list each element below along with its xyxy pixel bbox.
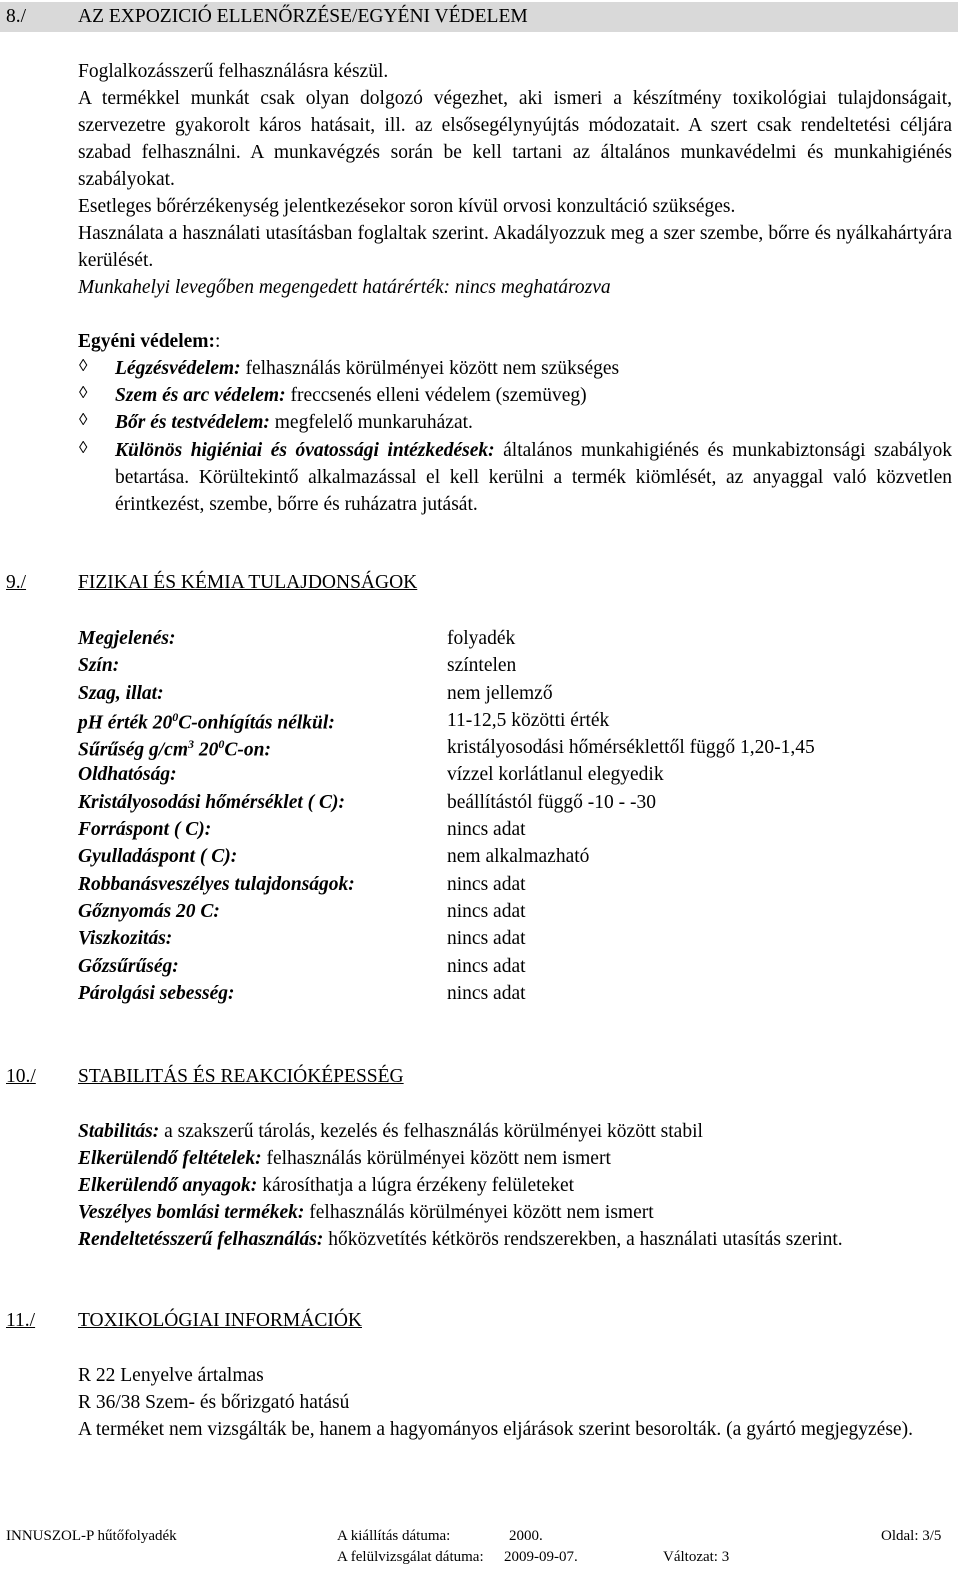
superscript: 0 (172, 709, 179, 724)
property-value: nincs adat (447, 928, 526, 950)
property-row (78, 764, 952, 791)
property-row (78, 710, 952, 737)
section-title: FIZIKAI ÉS KÉMIA TULAJDONSÁGOK (78, 572, 418, 593)
diamond-bullet-icon: ◊ (79, 410, 88, 429)
paragraph: Használata a használati utasításban foglaltak szerint. Akadályozzuk meg a szer szembe, bőrre és nyálkahártyára kerülését. (78, 223, 952, 271)
bullet-text: általános munkahigiénés és munkabiztonsági szabályok betartása. Körültekintő alkalmazással el kell kerülni a termék kiömlését, az anyaggal való közvetlen érintkezést, szembe, bőrre és ruházatra jutását. (115, 440, 952, 515)
section-9-header (0, 568, 958, 598)
footer-issue-value: 2000. (509, 1528, 543, 1544)
diamond-bullet-icon: ◊ (79, 438, 88, 457)
superscript: 0 (218, 737, 225, 752)
label-part: C-on: (224, 739, 271, 761)
item-label: Stabilitás: (78, 1121, 160, 1142)
section-8-header (0, 2, 958, 32)
item-text: felhasználás körülményei között nem ismert (304, 1202, 654, 1223)
property-label: Szag, illat: (78, 682, 164, 704)
property-value: nincs adat (447, 982, 526, 1004)
property-label: Kristályosodási hőmérséklet ( C): (78, 791, 346, 813)
bullet-label: Szem és arc védelem: (115, 385, 286, 406)
property-row (78, 956, 952, 983)
property-label: Forráspont ( C): (78, 819, 212, 841)
item-label: Veszélyes bomlási termékek: (78, 1202, 305, 1223)
property-label (78, 737, 271, 762)
bullet-text: freccsenés elleni védelem (szemüveg) (285, 385, 587, 406)
section-11-body (78, 1362, 952, 1443)
section-11-header (0, 1306, 958, 1336)
label-part: C-onhígítás nélkül: (178, 712, 335, 734)
property-label: Robbanásveszélyes tulajdonságok: (78, 873, 355, 895)
property-value: nincs adat (447, 900, 526, 922)
section-title: TOXIKOLÓGIAI INFORMÁCIÓK (78, 1310, 362, 1331)
property-row (78, 874, 952, 901)
exposure-label: Munkahelyi levegőben megengedett határérték (78, 277, 444, 298)
paragraph: A terméket nem vizsgálták be, hanem a hagyományos eljárások szerint besorolták. (a gyártó megjegyzése). (78, 1419, 913, 1440)
exposure-value: : nincs meghatározva (443, 277, 611, 298)
label-part: 20 (193, 739, 219, 761)
item-text: felhasználás körülményei között nem ismert (261, 1148, 611, 1169)
item-text: károsíthatja a lúgra érzékeny felületeket (257, 1175, 575, 1196)
stability-item (78, 1199, 952, 1226)
properties-list (78, 628, 952, 1010)
personal-protection-heading (78, 328, 952, 355)
property-label: Párolgási sebesség: (78, 982, 235, 1004)
section-8-body (78, 58, 952, 301)
section-number: 9./ (6, 572, 27, 593)
property-label: Megjelenés: (78, 628, 176, 649)
footer-version: Változat: 3 (663, 1549, 730, 1565)
paragraph: Foglalkozásszerű felhasználásra készül. (78, 61, 389, 82)
section-number: 10./ (6, 1066, 36, 1087)
item-label: Elkerülendő feltételek: (78, 1148, 262, 1169)
footer-review-label: A felülvizsgálat dátuma: (337, 1549, 484, 1565)
property-row (78, 901, 952, 928)
stability-item (78, 1226, 952, 1253)
property-value: beállítástól függő -10 - -30 (447, 791, 657, 813)
exposure-limit (78, 274, 952, 301)
bullet-text: megfelelő munkaruházat. (269, 412, 473, 433)
property-value: nincs adat (447, 873, 526, 895)
bullet-item (115, 437, 952, 518)
footer-issue-label: A kiállítás dátuma: (337, 1528, 451, 1544)
property-row (78, 819, 952, 846)
property-row (78, 683, 952, 710)
stability-item (78, 1118, 952, 1145)
property-label: Gőznyomás 20 C: (78, 900, 220, 922)
section-number: 11./ (6, 1310, 36, 1331)
property-value: nem jellemző (447, 682, 553, 704)
property-row (78, 737, 952, 764)
property-label (78, 710, 335, 735)
property-value: folyadék (447, 628, 516, 649)
property-row (78, 628, 952, 655)
bullet-label: Különös higiéniai és óvatossági intézkedések: (115, 440, 495, 461)
paragraph: R 36/38 Szem- és bőrizgató hatású (78, 1392, 350, 1413)
property-value: kristályosodási hőmérséklettől függő 1,20-1,45 (447, 737, 815, 759)
section-title: AZ EXPOZICIÓ ELLENŐRZÉSE/EGYÉNI VÉDELEM (78, 6, 528, 27)
stability-item (78, 1145, 952, 1172)
property-label: Szín: (78, 655, 120, 677)
property-value: nem alkalmazható (447, 846, 590, 868)
footer-page: Oldal: 3/5 (881, 1528, 942, 1544)
footer-review-value: 2009-09-07. (504, 1549, 578, 1565)
pp-heading: Egyéni védelem: (78, 331, 216, 352)
bullet-label: Bőr és testvédelem: (115, 412, 270, 433)
property-row (78, 655, 952, 682)
section-title: STABILITÁS ÉS REAKCIÓKÉPESSÉG (78, 1066, 404, 1087)
item-text: hőközvetítés kétkörös rendszerekben, a használati utasítás szerint. (323, 1229, 843, 1250)
property-value: nincs adat (447, 819, 526, 841)
pp-heading-suffix: : (215, 331, 221, 352)
property-row (78, 983, 952, 1010)
property-value: vízzel korlátlanul elegyedik (447, 764, 664, 786)
item-label: Elkerülendő anyagok: (78, 1175, 258, 1196)
property-value: nincs adat (447, 955, 526, 977)
bullet-item (115, 382, 952, 409)
stability-item (78, 1172, 952, 1199)
property-row (78, 846, 952, 873)
paragraph: A termékkel munkát csak olyan dolgozó végezhet, aki ismeri a készítmény toxikológiai tulajdonságait, szervezetre gyakorolt káros hatásait, ill. az elsősegélynyújtás módozatait. A szert csak rendeltetési céljára szabad felhasználni. A munkavégzés során be kell tartani az általános munkavédelmi és munkahigiénés szabályokat. (78, 88, 952, 190)
section-number: 8./ (6, 6, 27, 27)
property-label: Viszkozitás: (78, 928, 173, 950)
property-value: 11-12,5 közötti érték (447, 709, 610, 731)
property-value: színtelen (447, 655, 517, 677)
diamond-bullet-icon: ◊ (79, 356, 88, 375)
bullet-text: felhasználás körülményei között nem szükséges (240, 358, 620, 379)
item-text: a szakszerű tárolás, kezelés és felhasználás körülményei között stabil (159, 1121, 703, 1142)
label-part: Sűrűség g/cm (78, 739, 188, 761)
paragraph: Esetleges bőrérzékenység jelentkezésekor soron kívül orvosi konzultáció szükséges. (78, 196, 736, 217)
property-row (78, 928, 952, 955)
bullet-label: Légzésvédelem: (115, 358, 241, 379)
item-label: Rendeltetésszerű felhasználás: (78, 1229, 324, 1250)
property-label: Gyulladáspont ( C): (78, 846, 238, 868)
property-label: Gőzsűrűség: (78, 955, 179, 977)
bullet-item (115, 355, 952, 382)
footer-product: INNUSZOL-P hűtőfolyadék (6, 1528, 177, 1544)
superscript: 3 (187, 737, 194, 752)
label-part: pH érték 20 (78, 712, 173, 734)
bullet-item (115, 409, 952, 436)
property-label: Oldhatóság: (78, 764, 177, 786)
section-10-header (0, 1062, 958, 1092)
section-10-body (78, 1118, 952, 1253)
diamond-bullet-icon: ◊ (79, 383, 88, 402)
paragraph: R 22 Lenyelve ártalmas (78, 1365, 264, 1386)
property-row (78, 792, 952, 819)
